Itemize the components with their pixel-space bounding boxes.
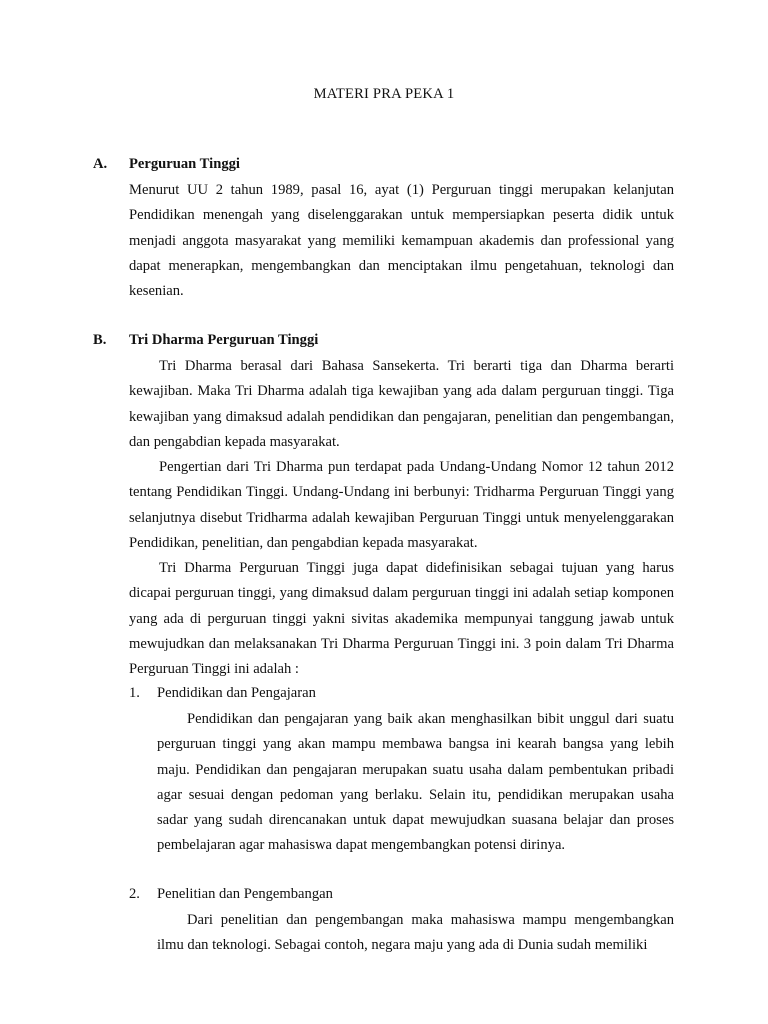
- list-item-1-label: Pendidikan dan Pengajaran: [157, 685, 316, 701]
- list-item-2-label: Penelitian dan Pengembangan: [157, 886, 333, 902]
- section-a-letter: A.: [93, 156, 108, 172]
- section-b-heading: Tri Dharma Perguruan Tinggi: [129, 332, 319, 348]
- section-b-paragraph-1: Tri Dharma berasal dari Bahasa Sansekerta. Tri berarti tiga dan Dharma berarti kewajiban. Maka Tri Dharma adalah tiga kewajiban yang ada dalam perguruan tinggi. Tiga kewajiban yang dimaksud adalah pendidikan dan pengajaran, penelitian dan pengembangan, dan pengabdian kepada masyarakat.: [129, 358, 674, 450]
- section-b-letter: B.: [93, 332, 107, 348]
- section-a-paragraph: Menurut UU 2 tahun 1989, pasal 16, ayat (1) Perguruan tinggi merupakan kelanjutan Pendidikan menengah yang diselenggarakan untuk mempersiapkan peserta didik untuk menjadi anggota masyarakat yang memiliki kemampuan akademis dan professional yang dapat menerapkan, mengembangkan dan menciptakan ilmu pengetahuan, teknologi dan kesenian.: [129, 182, 674, 300]
- list-item-1-number: 1.: [129, 685, 140, 701]
- section-a-heading: Perguruan Tinggi: [129, 156, 240, 172]
- document-title: MATERI PRA PEKA 1: [313, 86, 455, 102]
- list-item-2-number: 2.: [129, 886, 140, 902]
- section-b-paragraph-3: Tri Dharma Perguruan Tinggi juga dapat didefinisikan sebagai tujuan yang harus dicapai perguruan tinggi, yang dimaksud dalam perguruan tinggi ini adalah setiap komponen yang ada di perguruan tinggi yakni sivitas akademika mempunyai tanggung jawab untuk mewujudkan dan melaksanakan Tri Dharma Perguruan Tinggi ini. 3 poin dalam Tri Dharma Perguruan Tinggi ini adalah :: [129, 560, 674, 678]
- list-item-2-paragraph: Dari penelitian dan pengembangan maka mahasiswa mampu mengembangkan ilmu dan teknologi. Sebagai contoh, negara maju yang ada di Dunia sudah memiliki: [157, 912, 674, 954]
- list-item-1-paragraph: Pendidikan dan pengajaran yang baik akan menghasilkan bibit unggul dari suatu perguruan tinggi yang akan mampu membawa bangsa ini kearah bangsa yang lebih maju. Pendidikan dan pengajaran merupakan suatu usaha dalam pembentukan pribadi agar sesuai dengan pedoman yang berlaku. Selain itu, pendidikan merupakan usaha sadar yang sudah direncanakan untuk dapat mewujudkan suasana belajar dan proses pembelajaran agar mahasiswa dapat mengembangkan potensi dirinya.: [157, 711, 674, 854]
- section-b-paragraph-2: Pengertian dari Tri Dharma pun terdapat pada Undang-Undang Nomor 12 tahun 2012 tentang Pendidikan Tinggi. Undang-Undang ini berbunyi: Tridharma Perguruan Tinggi yang selanjutnya disebut Tridharma adalah kewajiban Perguruan Tinggi untuk menyelenggarakan Pendidikan, penelitian, dan pengabdian kepada masyarakat.: [129, 459, 674, 551]
